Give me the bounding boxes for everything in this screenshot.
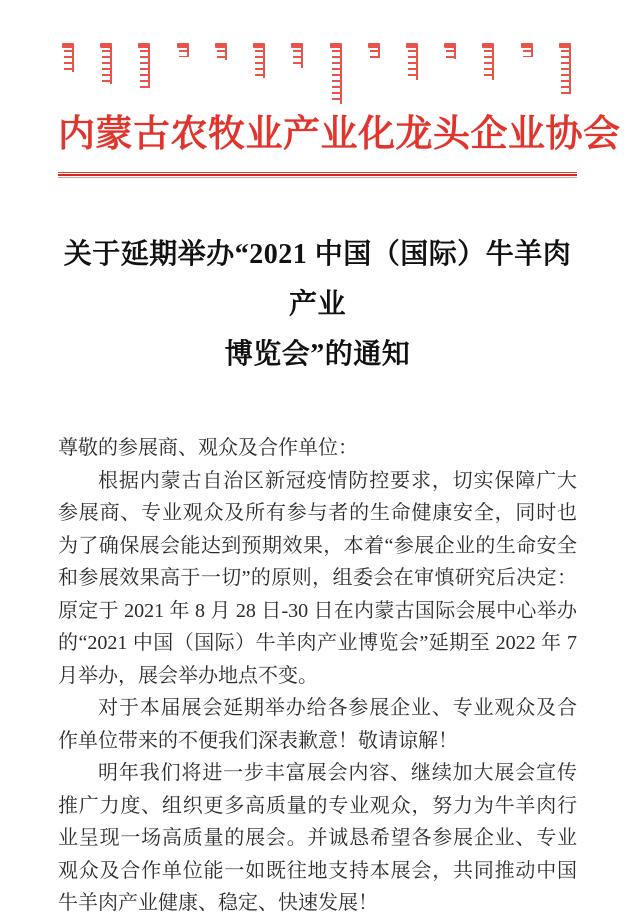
organization-name-char: 头: [433, 114, 471, 155]
mongolian-word-glyph: [293, 44, 303, 68]
salutation: 尊敬的参展商、观众及合作单位：: [58, 437, 358, 459]
organization-name-char: 业: [320, 114, 358, 155]
organization-name-char: 业: [245, 114, 283, 155]
organization-name-char: 化: [358, 114, 396, 155]
organization-name-char: 业: [508, 114, 546, 155]
notice-title-line-1: 关于延期举办“2021 中国（国际）牛羊肉产业: [63, 239, 572, 320]
letterhead: [58, 44, 621, 178]
body-paragraph: 明年我们将进一步丰富展会内容、继续加大展会宣传推广力度、组织更多高质量的专业观众，努力为牛羊肉行业呈现一场高质量的展会。并诚恳希望各参展企业、专业观众及合作单位能一如既往地支持本展会，共同推动中国牛羊肉产业健康、稳定、快速发展！: [58, 762, 577, 914]
body-paragraph: 根据内蒙古自治区新冠疫情防控要求，切实保障广大参展商、专业观众及所有参与者的生命健康安全，同时也为了确保展会能达到预期效果，本着“参展企业的生命安全和参展效果高于一切”的原则，组委会在审慎研究后决定：原定于 2021 年 8 月 28 日-30 日在内蒙古国际会展中心举办的“2021 中国（国际）牛羊肉产业博览会”延期至 2022 年 7 月举办，展会举办地点不变。: [58, 469, 577, 687]
mongolian-word-glyph: [408, 44, 418, 80]
mongolian-word-glyph: [179, 44, 189, 57]
mongolian-word-glyph: [255, 44, 265, 78]
mongolian-word-glyph: [102, 44, 112, 84]
organization-name-char: 龙: [395, 114, 433, 155]
organization-name-char: 会: [583, 114, 621, 155]
organization-name-char: 蒙: [95, 114, 133, 155]
mongolian-word-glyph: [140, 44, 150, 88]
organization-name-char: 牧: [208, 114, 246, 155]
mongolian-word-glyph: [484, 44, 494, 80]
organization-name-char: 产: [283, 114, 321, 155]
mongolian-word-glyph: [332, 44, 342, 104]
organization-name: [58, 112, 621, 158]
notice-title-line-2: 博览会”的通知: [224, 339, 411, 370]
mongolian-word-glyph: [64, 44, 74, 72]
notice-title: [58, 230, 577, 380]
organization-name-char: 企: [470, 114, 508, 155]
organization-name-char: 农: [170, 114, 208, 155]
organization-name-char: 内: [58, 114, 96, 155]
mongolian-script-banner: [58, 44, 577, 110]
organization-name-char: 协: [545, 114, 583, 155]
organization-name-char: 古: [133, 114, 171, 155]
mongolian-word-glyph: [370, 44, 380, 58]
letterhead-divider: [58, 172, 577, 178]
body-paragraph: 对于本届展会延期举办给各参展企业、专业观众及合作单位带来的不便我们深表歉意！敬请谅解！: [58, 697, 577, 752]
notice-body: [58, 432, 577, 920]
mongolian-word-glyph: [446, 44, 456, 59]
mongolian-word-glyph: [523, 44, 533, 57]
mongolian-word-glyph: [217, 44, 227, 60]
mongolian-word-glyph: [561, 44, 571, 94]
